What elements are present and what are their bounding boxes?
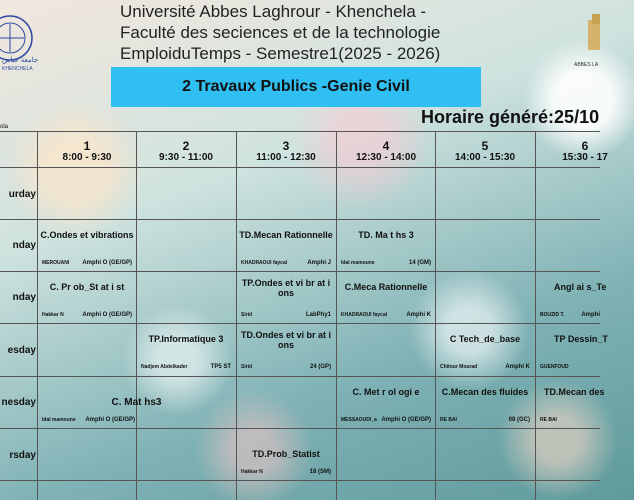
session-room: 24 (GP) [309,364,331,370]
session-teacher: Sirid [241,364,253,370]
slot-header-3 [237,140,335,164]
session-title: TD.Prob_Statist [252,449,320,459]
session-teacher: Idal mamoune [42,417,76,423]
session-room: Amphi K [505,364,530,370]
session-teacher: MEROUANI [42,260,70,266]
session-cell[interactable] [436,324,534,374]
session-title: C. Pr ob_St at i st [49,282,125,292]
day-label-wednesday: nesday [1,397,36,408]
session-room: Amphi O (GE/GP) [381,417,431,423]
slot-time: 9:30 - 11:00 [159,152,213,163]
session-title: TP Dessin_T [554,334,608,344]
session-cell[interactable] [38,377,235,427]
slot-header-5 [436,140,534,164]
session-title: C.Ondes et vibrations [40,230,134,240]
slot-number: 4 [382,139,390,153]
session-cell[interactable] [436,377,534,427]
session-teacher: KHADRAOUI faycal [241,260,288,266]
session-teacher: RE BAI [540,417,557,423]
slot-number: 3 [282,139,290,153]
slot-header-2 [137,140,235,164]
day-label-tuesday: esday [7,345,36,356]
session-cell[interactable] [38,220,136,270]
session-title: TD.Mecan Rationnelle [239,230,333,240]
session-title: TD.Mecan des [544,387,605,397]
session-teacher: MESSAOUDI_a [341,417,377,423]
session-room: Amphi O (GE/GP) [85,417,135,423]
session-room: Amphi [581,312,600,318]
day-label-sunday: nday [12,240,36,251]
session-cell[interactable] [38,272,136,322]
session-room: Amphi J [307,260,331,266]
session-cell[interactable] [337,272,435,322]
session-room: LabPhy1 [305,312,331,318]
session-title: TD.Ondes et vi br at i ons [240,330,332,350]
grid-line [0,167,600,168]
session-cell[interactable] [237,220,335,270]
slot-number: 2 [182,139,190,153]
class-title-banner: 2 Travaux Publics -Genie Civil [111,67,481,107]
session-cell[interactable] [237,324,335,374]
header-faculty: Faculté des seciences et de la technologie [120,23,441,42]
day-label-saturday: urday [8,189,36,200]
logo-left-sub: KHENCHELA [2,66,33,72]
session-title: C.Meca Rationnelle [344,282,428,292]
grid-line [136,131,137,500]
slot-header-1 [38,140,136,164]
slot-header-4 [337,140,435,164]
session-teacher: KHADRAOUI faycal [341,312,388,318]
slot-time: 12:30 - 14:00 [355,152,417,163]
session-room: 14 (GM) [408,260,431,266]
session-room: Amphi O (GE/GP) [82,312,132,318]
logo-right-text: ABBES LA [574,62,599,68]
slot-header-6 [536,140,634,164]
session-cell[interactable] [536,324,608,374]
slot-number: 1 [83,139,91,153]
session-cell[interactable] [237,272,335,322]
session-teacher: Nadjem Abdelkader [141,364,188,370]
slot-time: 15:30 - 17 [562,152,608,163]
header-university: Université Abbes Laghrour - Khenchela - [120,2,427,21]
session-cell[interactable] [137,324,235,374]
session-room: 18 (SM) [309,469,331,475]
session-room: 08 (GC) [508,417,530,423]
session-cell[interactable] [237,429,335,479]
university-logo-left [0,0,40,80]
footer-fragment: ola [0,124,9,130]
logo-left-text: جامعة عباس [2,57,39,64]
session-title: TD. Ma t hs 3 [358,230,414,240]
generated-date: Horaire généré:25/10 [421,107,600,127]
session-teacher: BOUZID T. [540,312,565,318]
session-title: C. Met r ol ogi e [352,387,420,397]
grid-line [0,131,600,132]
session-teacher: Hakkar N [241,469,263,475]
session-title: C. Mat hs3 [111,397,162,408]
session-title: TP.Ondes et vi br at i ons [241,278,331,298]
grid-line [435,131,436,500]
session-room: TP5 ST [210,364,231,370]
session-teacher: Chitour Mourad [440,364,478,370]
session-cell[interactable] [536,377,605,427]
slot-time: 8:00 - 9:30 [62,152,112,163]
session-cell[interactable] [536,272,607,322]
session-teacher: Idal mamoune [341,260,375,266]
day-label-monday: nday [12,292,36,303]
slot-number: 5 [481,139,489,153]
session-cell[interactable] [337,220,435,270]
slot-time: 11:00 - 12:30 [256,152,316,163]
session-teacher: GUENFOUD [540,364,569,370]
university-logo-right [570,10,600,80]
session-room: Amphi K [406,312,431,318]
session-title: Angl ai s_Te [554,282,607,292]
session-teacher: Hakkar N [42,312,64,318]
session-room: Amphi O (GE/GP) [82,260,132,266]
header-schedule: EmploiduTemps - Semestre1(2025 - 2026) [120,44,441,63]
grid-line [0,480,600,481]
session-teacher: Sirid [241,312,253,318]
session-cell[interactable] [337,377,435,427]
session-title: TP.Informatique 3 [148,334,224,344]
session-teacher: RE BAI [440,417,457,423]
day-label-thursday: rsday [9,450,36,461]
session-title: C.Mecan des fluides [441,387,529,397]
slot-number: 6 [581,139,589,153]
session-title: C Tech_de_base [449,334,521,344]
slot-time: 14:00 - 15:30 [454,152,516,163]
